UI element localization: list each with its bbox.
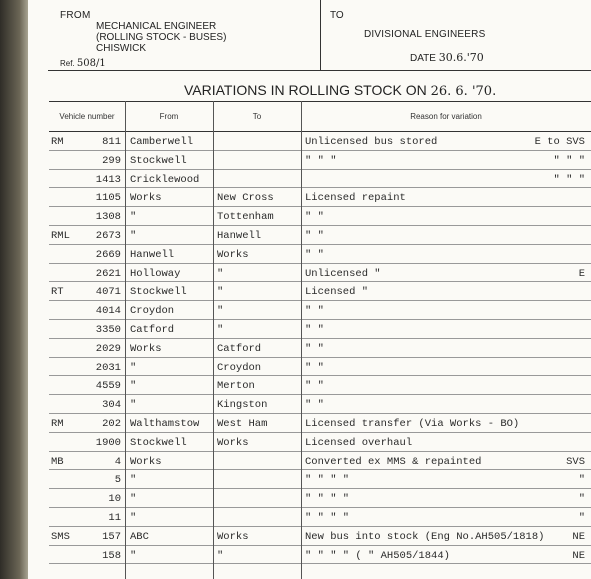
vehicle-number: 2673 bbox=[95, 229, 121, 242]
table-row bbox=[49, 301, 591, 320]
date-value: 30.6.'70 bbox=[438, 51, 484, 64]
table-row bbox=[49, 564, 591, 579]
table-row bbox=[49, 170, 591, 189]
vehicle-number: 10 bbox=[108, 493, 121, 506]
status-cell: NE bbox=[572, 530, 585, 543]
vehicle-number: 4559 bbox=[95, 380, 121, 393]
vehicle-number: 1308 bbox=[95, 211, 121, 224]
title-date: 26. 6. '70. bbox=[430, 84, 497, 99]
reason-cell: Licensed " bbox=[305, 286, 369, 299]
to-cell: Works bbox=[217, 248, 249, 261]
from-line: (ROLLING STOCK - BUSES) bbox=[96, 32, 227, 43]
to-cell: Merton bbox=[217, 380, 255, 393]
column-rule bbox=[213, 101, 214, 579]
table-row bbox=[49, 527, 591, 546]
table-row bbox=[49, 470, 591, 489]
status-cell: " " " bbox=[553, 154, 585, 167]
table-row bbox=[49, 395, 591, 414]
table-row bbox=[49, 151, 591, 170]
reason-cell: Unlicensed bus stored bbox=[305, 136, 438, 148]
vehicle-number: 2669 bbox=[95, 248, 121, 261]
vehicle-number: 2621 bbox=[95, 267, 121, 280]
reason-cell: " " bbox=[305, 323, 324, 336]
to-cell: " bbox=[217, 549, 224, 562]
table-row bbox=[49, 207, 591, 226]
to-cell: Works bbox=[217, 436, 249, 449]
vehicle-number: 4 bbox=[114, 455, 121, 468]
col-header-vehicle: Vehicle number bbox=[59, 112, 115, 121]
reason-cell: Unlicensed " bbox=[305, 267, 381, 280]
ref-label: Ref. bbox=[60, 59, 75, 68]
vehicle-number: 5 bbox=[114, 474, 121, 487]
title-text: VARIATIONS IN ROLLING STOCK ON bbox=[184, 82, 427, 98]
vehicle-number: 304 bbox=[102, 399, 121, 412]
reason-cell: Licensed overhaul bbox=[305, 436, 413, 449]
to-cell: Works bbox=[217, 530, 249, 543]
table-row bbox=[49, 358, 591, 377]
from-cell: " bbox=[130, 474, 137, 487]
from-cell: Hanwell bbox=[130, 248, 175, 261]
table-row bbox=[49, 546, 591, 565]
reason-cell: " " " " bbox=[305, 474, 350, 487]
variations-table bbox=[49, 101, 591, 579]
from-cell: " bbox=[130, 549, 137, 562]
vehicle-number: 3350 bbox=[95, 323, 121, 336]
reason-cell: " " bbox=[305, 399, 324, 412]
from-line: MECHANICAL ENGINEER bbox=[96, 21, 217, 32]
from-cell: Works bbox=[130, 192, 162, 205]
status-cell: E to SVS bbox=[534, 136, 585, 148]
vehicle-number: 299 bbox=[102, 154, 121, 167]
col-header-to: To bbox=[252, 112, 262, 121]
from-cell: " bbox=[130, 511, 137, 524]
table-header bbox=[49, 101, 591, 132]
from-cell: " bbox=[130, 380, 137, 393]
status-cell: SVS bbox=[566, 455, 585, 468]
vehicle-number: 158 bbox=[102, 549, 121, 562]
status-cell: " bbox=[578, 493, 585, 506]
reason-cell: " " bbox=[305, 211, 324, 224]
vehicle-number: 1413 bbox=[95, 173, 121, 186]
reason-cell: " " bbox=[305, 305, 324, 318]
status-cell: NE bbox=[572, 549, 585, 562]
from-cell: " bbox=[130, 399, 137, 412]
table-row bbox=[49, 433, 591, 452]
vehicle-number: 811 bbox=[102, 136, 121, 148]
table-row bbox=[49, 320, 591, 339]
from-cell: Cricklewood bbox=[130, 173, 200, 186]
table-row bbox=[49, 452, 591, 471]
to-recipient: DIVISIONAL ENGINEERS bbox=[364, 29, 486, 40]
reason-cell: Licensed transfer (Via Works - BO) bbox=[305, 417, 520, 430]
from-address bbox=[96, 21, 226, 54]
vehicle-number: 1900 bbox=[95, 436, 121, 449]
to-label: TO bbox=[330, 10, 344, 21]
vehicle-class: MB bbox=[51, 455, 64, 468]
vehicle-number: 11 bbox=[108, 511, 121, 524]
from-cell: " bbox=[130, 361, 137, 374]
reason-cell: " " bbox=[305, 361, 324, 374]
status-cell: " bbox=[578, 474, 585, 487]
from-cell: Works bbox=[130, 455, 162, 468]
document-title bbox=[184, 82, 496, 99]
date-field bbox=[410, 51, 484, 64]
table-row bbox=[49, 188, 591, 207]
from-cell: Camberwell bbox=[130, 136, 194, 148]
date-label: DATE bbox=[410, 53, 436, 64]
table-row bbox=[49, 245, 591, 264]
from-cell: Stockwell bbox=[130, 286, 187, 299]
col-header-from: From bbox=[159, 112, 179, 121]
reason-cell: New bus into stock (Eng No.AH505/1818) bbox=[305, 530, 545, 543]
table-row bbox=[49, 282, 591, 301]
to-cell: " bbox=[217, 267, 224, 280]
reason-cell: " " bbox=[305, 342, 324, 355]
vehicle-number: 1105 bbox=[95, 192, 121, 205]
vehicle-number: 2031 bbox=[95, 361, 121, 374]
to-cell: " bbox=[217, 323, 224, 336]
table-row bbox=[49, 376, 591, 395]
from-cell: " bbox=[130, 211, 137, 224]
to-cell: Catford bbox=[217, 342, 262, 355]
vehicle-class: SMS bbox=[51, 530, 70, 543]
reason-cell: Converted ex MMS & repainted bbox=[305, 455, 482, 468]
reason-cell: " " bbox=[305, 248, 324, 261]
reason-cell: Licensed repaint bbox=[305, 192, 406, 205]
from-cell: Croydon bbox=[130, 305, 175, 318]
table-row bbox=[49, 508, 591, 527]
table-row bbox=[49, 132, 591, 151]
to-cell: Kingston bbox=[217, 399, 268, 412]
from-line: CHISWICK bbox=[96, 43, 146, 54]
from-cell: Stockwell bbox=[130, 436, 187, 449]
table-row bbox=[49, 414, 591, 433]
table-row bbox=[49, 264, 591, 283]
to-cell: Croydon bbox=[217, 361, 262, 374]
status-cell: E bbox=[578, 267, 585, 280]
table-body bbox=[49, 132, 591, 579]
table-row bbox=[49, 339, 591, 358]
status-cell: " " " bbox=[553, 173, 585, 186]
from-cell: " bbox=[130, 229, 137, 242]
vehicle-class: RML bbox=[51, 229, 70, 242]
vehicle-number: 4071 bbox=[95, 286, 121, 299]
from-label: FROM bbox=[60, 10, 91, 21]
vehicle-class: RT bbox=[51, 286, 64, 299]
to-cell: Tottenham bbox=[217, 211, 274, 224]
status-cell: " bbox=[578, 511, 585, 524]
to-cell: Hanwell bbox=[217, 229, 262, 242]
vehicle-class: RM bbox=[51, 417, 64, 430]
reference bbox=[60, 58, 106, 69]
from-cell: Works bbox=[130, 342, 162, 355]
to-cell: " bbox=[217, 286, 224, 299]
reason-cell: " " " " bbox=[305, 511, 350, 524]
from-cell: Stockwell bbox=[130, 154, 187, 167]
document-page bbox=[28, 0, 591, 579]
reason-cell: " " " " bbox=[305, 493, 350, 506]
ref-value: 508/1 bbox=[76, 58, 106, 69]
vehicle-number: 4014 bbox=[95, 305, 121, 318]
from-cell: Catford bbox=[130, 323, 175, 336]
from-cell: Walthamstow bbox=[130, 417, 200, 430]
from-cell: " bbox=[130, 493, 137, 506]
reason-cell: " " " " ( " AH505/1844) bbox=[305, 549, 450, 562]
from-cell: Holloway bbox=[130, 267, 181, 280]
to-cell: West Ham bbox=[217, 417, 268, 430]
column-rule bbox=[301, 101, 302, 579]
header-divider bbox=[320, 0, 321, 70]
vehicle-class: RM bbox=[51, 136, 64, 148]
vehicle-number: 157 bbox=[102, 530, 121, 543]
table-row bbox=[49, 489, 591, 508]
from-cell: ABC bbox=[130, 530, 149, 543]
to-cell: New Cross bbox=[217, 192, 274, 205]
page-edge-shadow bbox=[0, 0, 28, 579]
reason-cell: " " bbox=[305, 229, 324, 242]
header-bottom-rule bbox=[48, 70, 591, 71]
reason-cell: " " bbox=[305, 380, 324, 393]
to-cell: " bbox=[217, 305, 224, 318]
col-header-reason: Reason for variation bbox=[410, 112, 482, 121]
table-row bbox=[49, 226, 591, 245]
vehicle-number: 202 bbox=[102, 417, 121, 430]
column-rule bbox=[125, 101, 126, 579]
reason-cell: " " " bbox=[305, 154, 337, 167]
vehicle-number: 2029 bbox=[95, 342, 121, 355]
